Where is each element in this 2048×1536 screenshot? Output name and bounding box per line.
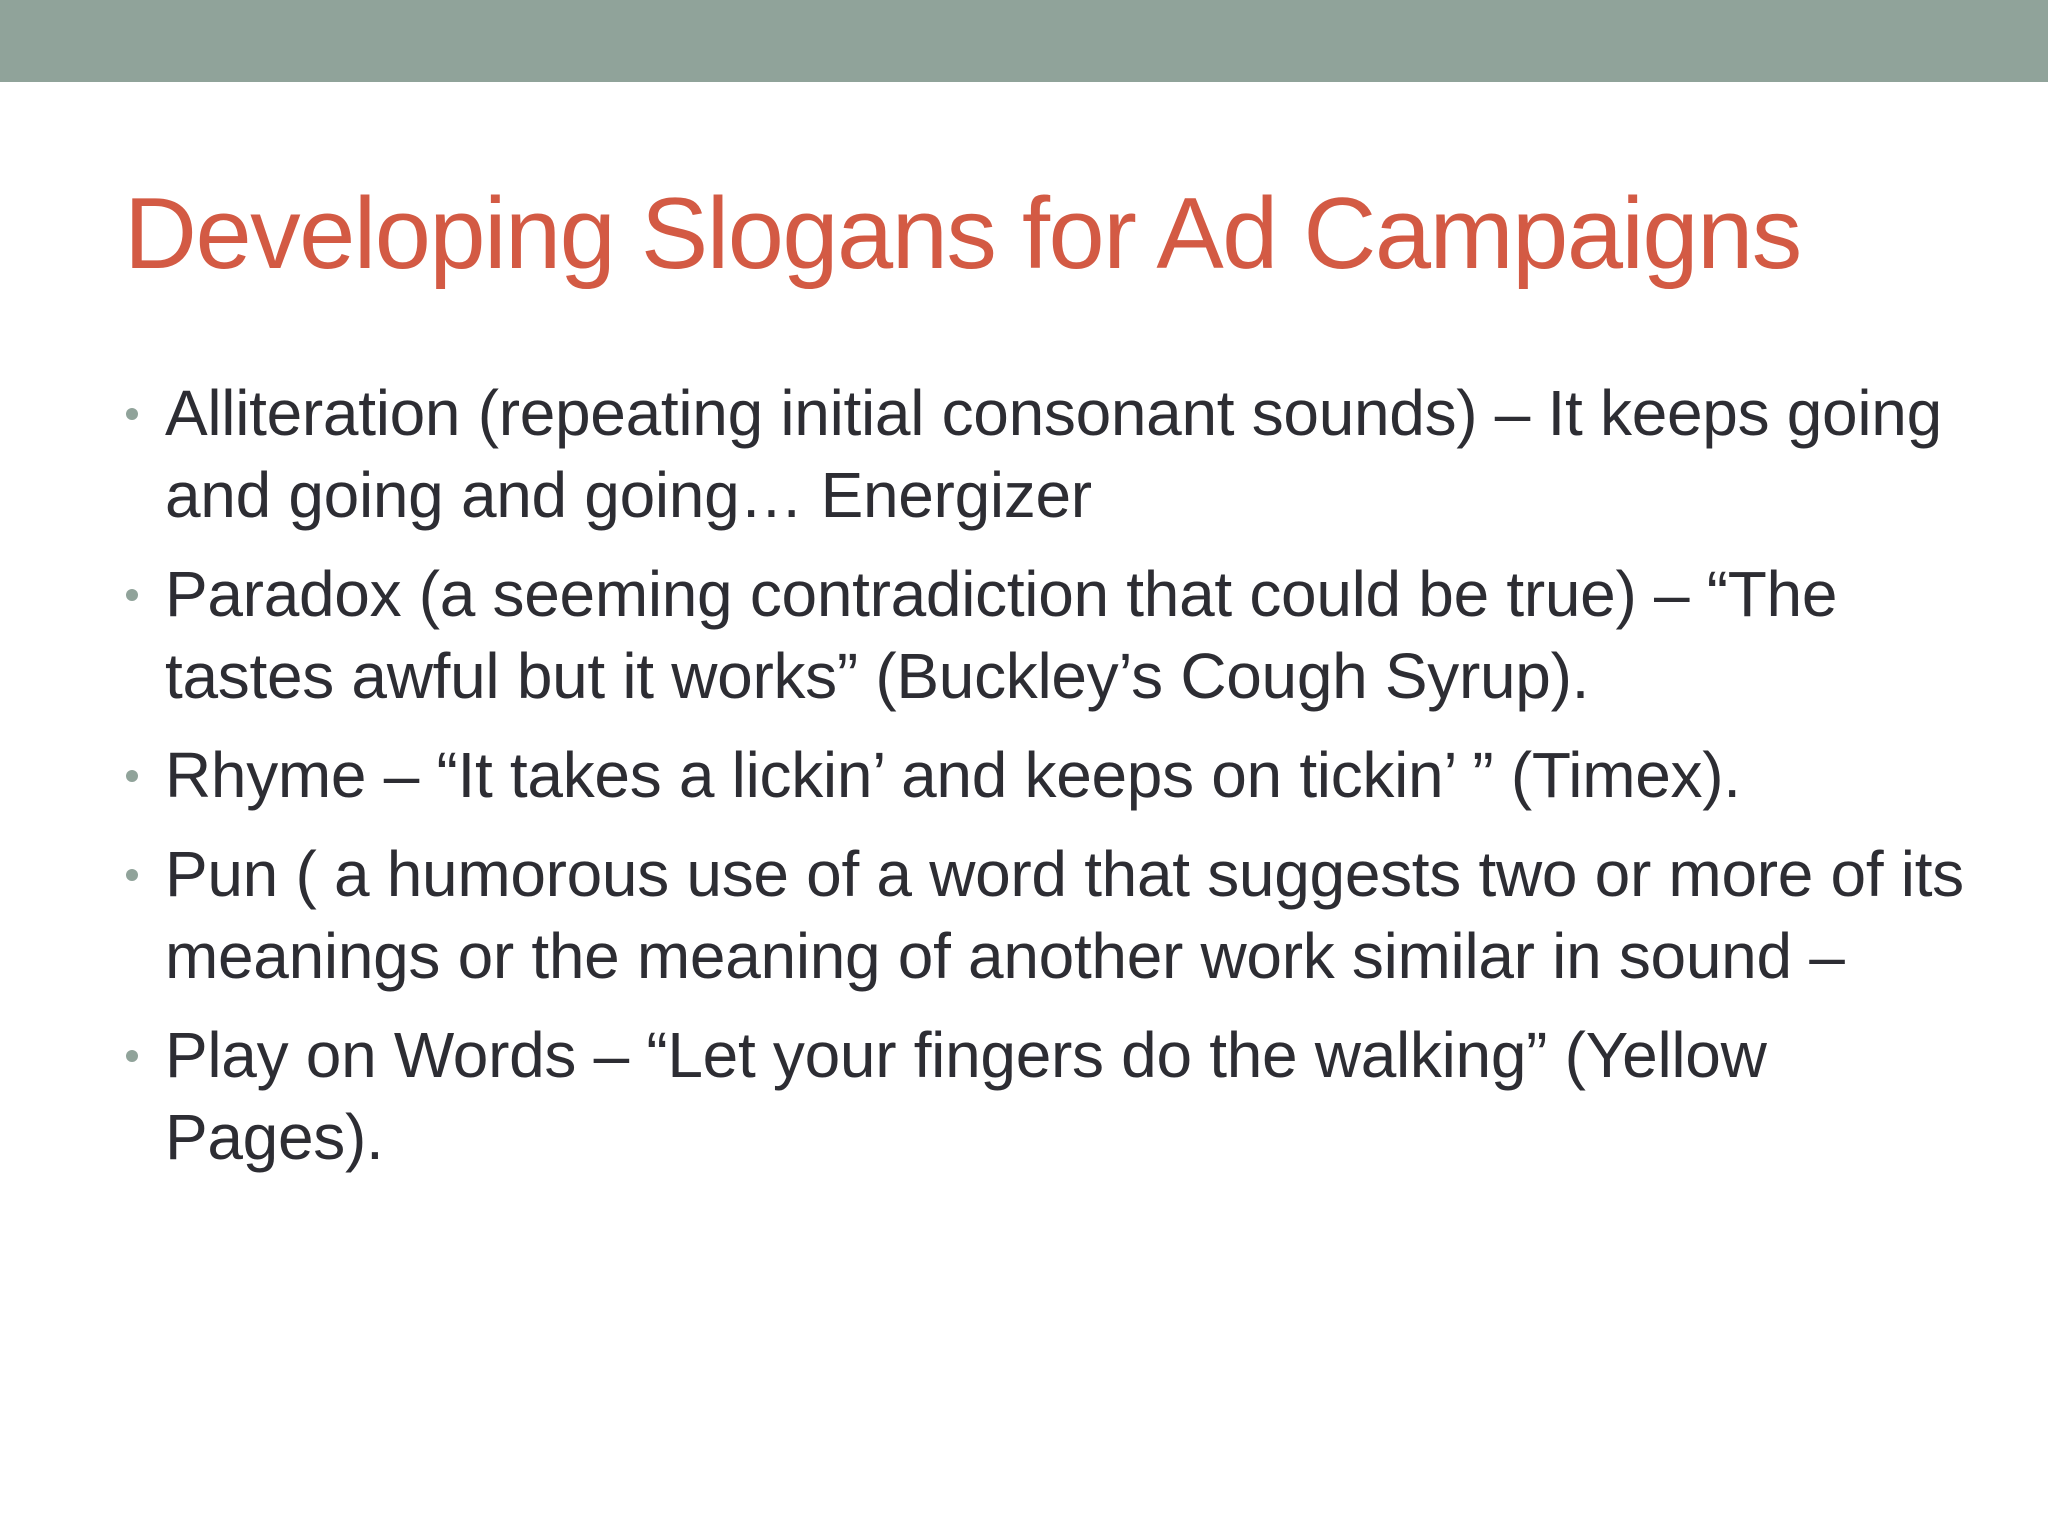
bullet-dot-icon [126, 1050, 138, 1062]
bullet-item-rhyme [124, 734, 1964, 816]
bullet-list [124, 372, 1964, 1195]
bullet-dot-icon [126, 408, 138, 420]
slide-title: Developing Slogans for Ad Campaigns [124, 178, 1801, 290]
bullet-item-pun [124, 833, 1964, 997]
bullet-item-paradox [124, 553, 1964, 717]
bullet-text: Play on Words – “Let your fingers do the walking” (Yellow Pages). [165, 1019, 1767, 1173]
bullet-text: Pun ( a humorous use of a word that suggests two or more of its meanings or the meaning of another work similar in sound – [165, 838, 1964, 992]
bullet-text: Paradox (a seeming contradiction that could be true) – “The tastes awful but it works” (Buckley’s Cough Syrup). [165, 558, 1838, 712]
bullet-text: Alliteration (repeating initial consonant sounds) – It keeps going and going and going… Energizer [165, 377, 1942, 531]
bullet-dot-icon [126, 869, 138, 881]
bullet-text: Rhyme – “It takes a lickin’ and keeps on tickin’ ” (Timex). [165, 739, 1741, 811]
slide-header-bar [0, 0, 2048, 82]
bullet-item-alliteration [124, 372, 1964, 536]
bullet-item-play-on-words [124, 1014, 1964, 1178]
bullet-dot-icon [126, 589, 138, 601]
bullet-dot-icon [126, 770, 138, 782]
